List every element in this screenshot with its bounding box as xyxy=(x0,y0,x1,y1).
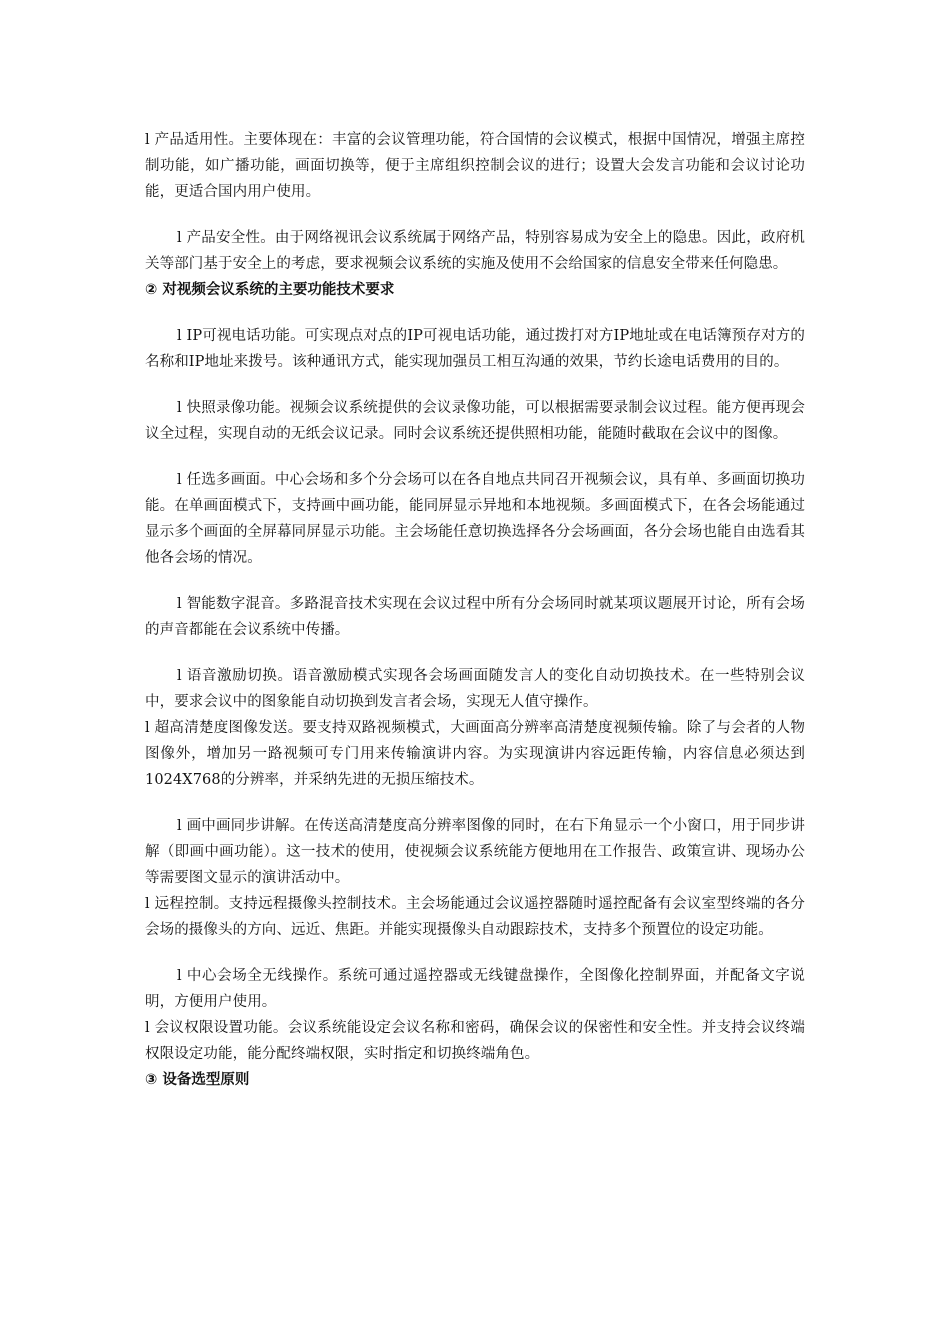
paragraph-permission-settings: l 会议权限设置功能。会议系统能设定会议名称和密码，确保会议的保密性和安全性。并支持会议终端权限设定功能，能分配终端权限，实时指定和切换终端角色。 xyxy=(145,1020,805,1062)
section-heading-equipment-selection: ③ 设备选型原则 xyxy=(145,1072,250,1088)
paragraph-remote-control: l 远程控制。支持远程摄像头控制技术。主会场能通过会议遥控器随时遥控配备有会议室型终端的各分会场的摄像头的方向、远近、焦距。并能实现摄像头自动跟踪技术，支持多个预置位的设定功能。 xyxy=(145,896,805,938)
paragraph-product-applicability: l 产品适用性。主要体现在：丰富的会议管理功能，符合国情的会议模式，根据中国情况，增强主席控制功能，如广播功能，画面切换等，便于主席组织控制会议的进行；设置大会发言功能和会议讨论功能，更适合国内用户使用。 xyxy=(145,132,805,200)
section-heading-function-requirements: ② 对视频会议系统的主要功能技术要求 xyxy=(145,282,395,298)
document-page xyxy=(145,127,805,1093)
paragraph-digital-mixing: l 智能数字混音。多路混音技术实现在会议过程中所有分会场同时就某项议题展开讨论，所有会场的声音都能在会议系统中传播。 xyxy=(145,596,805,638)
paragraph-wireless-operation: l 中心会场全无线操作。系统可通过遥控器或无线键盘操作，全图像化控制界面，并配备文字说明，方便用户使用。 xyxy=(145,968,805,1010)
paragraph-ip-videophone: l IP可视电话功能。可实现点对点的IP可视电话功能，通过拨打对方IP地址或在电话簿预存对方的名称和IP地址来拨号。该种通讯方式，能实现加强员工相互沟通的效果，节约长途电话费用的目的。 xyxy=(145,328,805,370)
paragraph-voice-activated-switching: l 语音激励切换。语音激励模式实现各会场画面随发言人的变化自动切换技术。在一些特别会议中，要求会议中的图象能自动切换到发言者会场，实现无人值守操作。 xyxy=(145,668,805,710)
paragraph-multi-screen: l 任选多画面。中心会场和多个分会场可以在各自地点共同召开视频会议，具有单、多画面切换功能。在单画面模式下，支持画中画功能，能同屏显示异地和本地视频。多画面模式下，在各会场能通过显示多个画面的全屏幕同屏显示功能。主会场能任意切换选择各分会场画面，各分会场也能自由选看其他各会场的情况。 xyxy=(145,472,805,566)
paragraph-hd-image-transmission: l 超高清楚度图像发送。要支持双路视频模式，大画面高分辨率高清楚度视频传输。除了与会者的人物图像外，增加另一路视频可专门用来传输演讲内容。为实现演讲内容远距传输，内容信息必须达到1024X768的分辨率，并采纳先进的无损压缩技术。 xyxy=(145,720,805,788)
paragraph-snapshot-recording: l 快照录像功能。视频会议系统提供的会议录像功能，可以根据需要录制会议过程。能方便再现会议全过程，实现自动的无纸会议记录。同时会议系统还提供照相功能，能随时截取在会议中的图像。 xyxy=(145,400,805,442)
paragraph-product-security: l 产品安全性。由于网络视讯会议系统属于网络产品，特别容易成为安全上的隐患。因此，政府机关等部门基于安全上的考虑，要求视频会议系统的实施及使用不会给国家的信息安全带来任何隐患。 xyxy=(145,230,805,272)
paragraph-picture-in-picture: l 画中画同步讲解。在传送高清楚度高分辨率图像的同时，在右下角显示一个小窗口，用于同步讲解（即画中画功能）。这一技术的使用，使视频会议系统能方便地用在工作报告、政策宣讲、现场办公等需要图文显示的演讲活动中。 xyxy=(145,818,805,886)
